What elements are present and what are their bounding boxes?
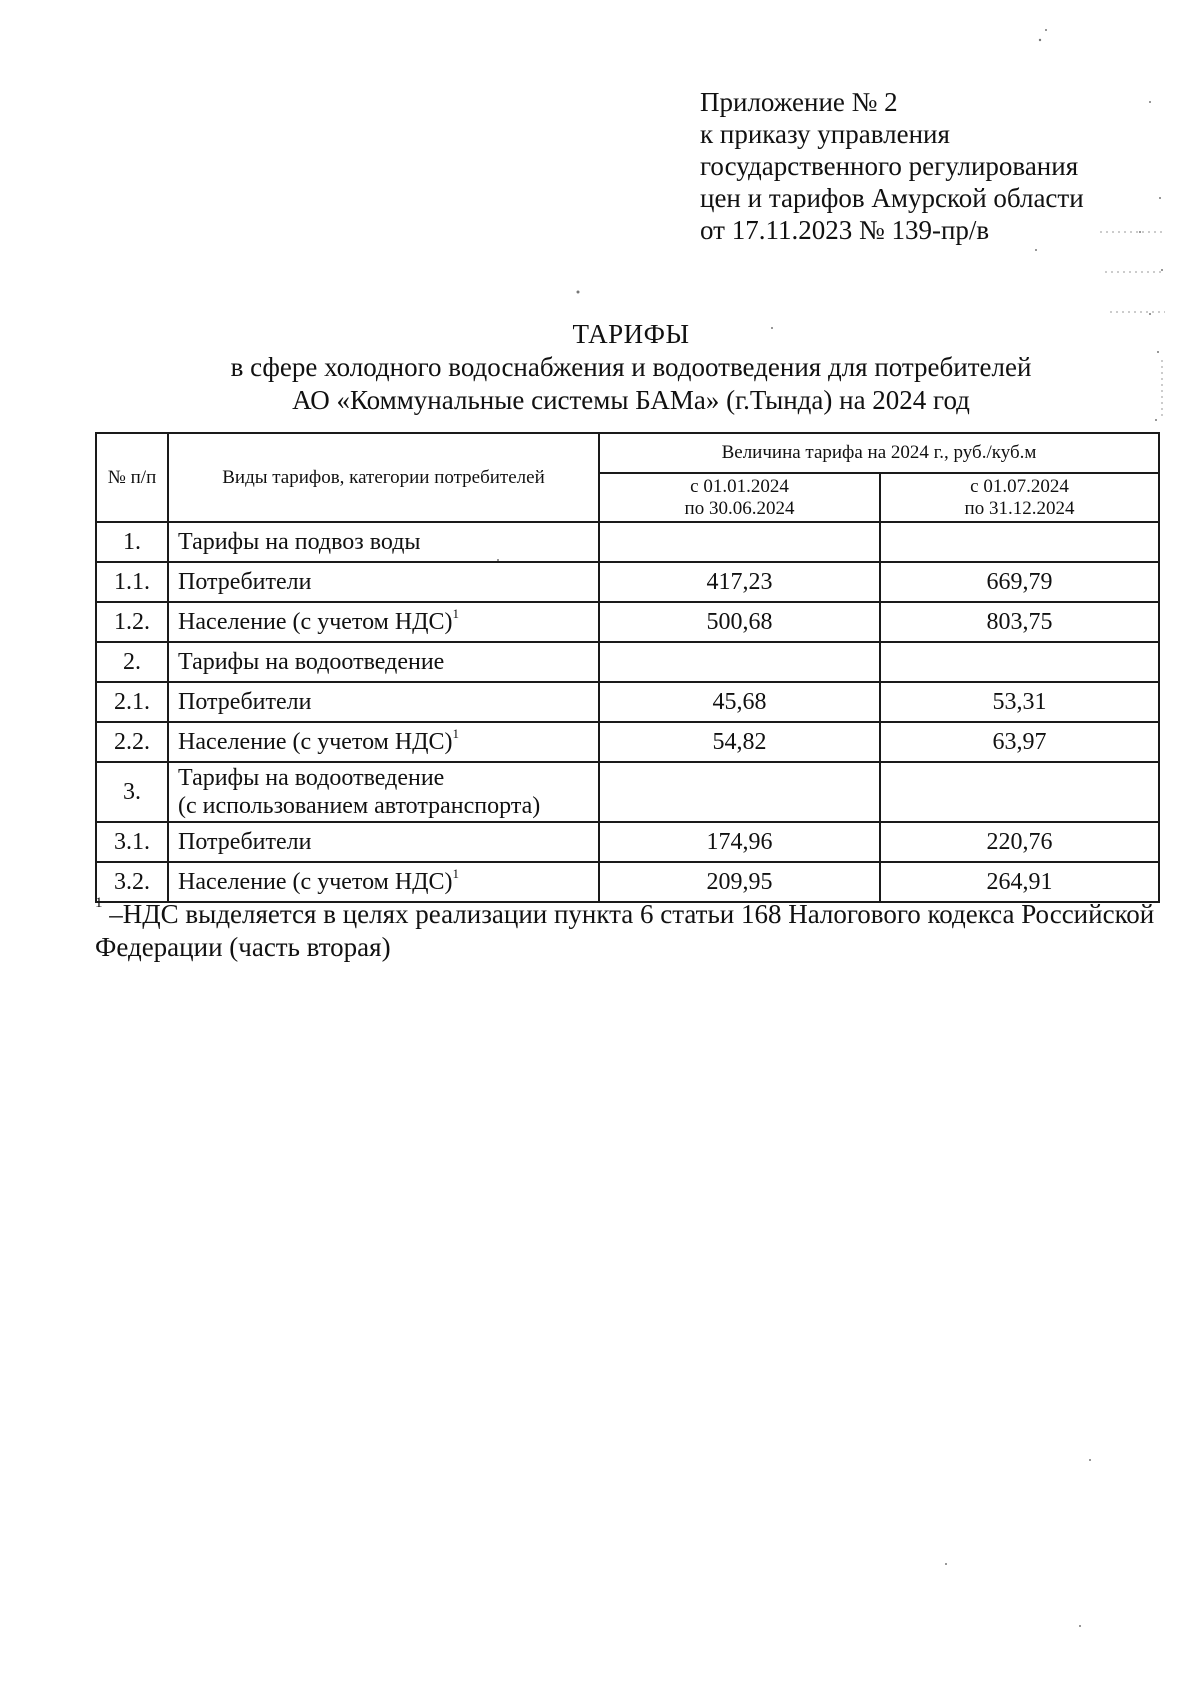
row-value-period-2 <box>880 762 1159 822</box>
row-num: 2.2. <box>96 722 168 762</box>
appendix-line: цен и тарифов Амурской области <box>700 183 1084 213</box>
row-value-period-1: 500,68 <box>599 602 880 642</box>
footnote-text: –НДС выделяется в целях реализации пункта 6 статьи 168 Налогового кодекса Российской Федерации (часть вторая) <box>95 899 1155 962</box>
row-value-period-1: 45,68 <box>599 682 880 722</box>
footnote-marker: 1 <box>95 895 103 911</box>
document-title: ТАРИФЫ <box>572 319 690 349</box>
row-value-period-1: 54,82 <box>599 722 880 762</box>
appendix-line: от 17.11.2023 № 139-пр/в <box>700 215 990 245</box>
row-value-period-1 <box>599 762 880 822</box>
header-period-1 <box>599 473 880 522</box>
row-num: 1.2. <box>96 602 168 642</box>
header-num-cell <box>96 433 168 522</box>
row-name-line: Тарифы на водоотведение <box>178 765 445 791</box>
row-value-period-2: 264,91 <box>880 862 1159 902</box>
row-value-period-2: 220,76 <box>880 822 1159 862</box>
row-name: Потребители <box>168 822 599 862</box>
header-name: Виды тарифов, категории потребителей <box>222 466 545 488</box>
table-header-row <box>96 433 1159 473</box>
document-subtitle-line: в сфере холодного водоснабжения и водоотведения для потребителей <box>230 352 1032 382</box>
appendix-line: государственного регулирования <box>700 151 1079 181</box>
row-value-period-2: 53,31 <box>880 682 1159 722</box>
footnote-ref: 1 <box>452 726 460 741</box>
row-value-period-2: 803,75 <box>880 602 1159 642</box>
footnote-ref: 1 <box>452 606 460 621</box>
row-value-period-1 <box>599 522 880 562</box>
row-value-period-2: 669,79 <box>880 562 1159 602</box>
row-num: 3. <box>96 762 168 822</box>
row-num: 2.1. <box>96 682 168 722</box>
document-title-block <box>0 318 1200 417</box>
header-period-2-to: по 31.12.2024 <box>964 497 1075 519</box>
header-period-2 <box>880 473 1159 522</box>
row-num: 3.1. <box>96 822 168 862</box>
row-name-line: (с использованием автотранспорта) <box>178 793 541 819</box>
document-subtitle-line: АО «Коммунальные системы БАМа» (г.Тында) на 2024 год <box>292 385 970 415</box>
table-row <box>96 822 1159 862</box>
row-value-period-1: 174,96 <box>599 822 880 862</box>
row-name: Потребители <box>168 682 599 722</box>
table-row <box>96 722 1159 762</box>
row-name-cell <box>168 762 599 822</box>
row-name: Население (с учетом НДС) <box>178 609 453 635</box>
row-num: 1.1. <box>96 562 168 602</box>
appendix-line: к приказу управления <box>700 119 950 149</box>
table-row <box>96 522 1159 562</box>
row-name-cell <box>168 602 599 642</box>
table-row <box>96 602 1159 642</box>
footnote <box>95 895 1175 964</box>
header-value-group: Величина тарифа на 2024 г., руб./куб.м <box>599 433 1159 473</box>
header-period-2-from: с 01.07.2024 <box>970 475 1069 497</box>
row-name-cell <box>168 722 599 762</box>
table-row <box>96 762 1159 822</box>
row-value-period-1: 417,23 <box>599 562 880 602</box>
header-period-1-from: с 01.01.2024 <box>690 475 789 497</box>
table-row <box>96 562 1159 602</box>
row-name: Тарифы на водоотведение <box>168 642 599 682</box>
row-name: Население (с учетом НДС) <box>178 869 453 895</box>
header-num: № п/п <box>107 466 157 488</box>
tariff-table <box>95 432 1160 903</box>
footnote-ref: 1 <box>452 866 460 881</box>
row-num: 3.2. <box>96 862 168 902</box>
row-value-period-2: 63,97 <box>880 722 1159 762</box>
row-name: Население (с учетом НДС) <box>178 729 453 755</box>
row-name: Потребители <box>168 562 599 602</box>
table-row <box>96 862 1159 902</box>
table-row <box>96 642 1159 682</box>
table-row <box>96 682 1159 722</box>
appendix-block <box>700 86 1084 246</box>
row-name-cell <box>168 862 599 902</box>
header-name-cell <box>168 433 599 522</box>
row-value-period-2 <box>880 522 1159 562</box>
row-num: 2. <box>96 642 168 682</box>
row-value-period-2 <box>880 642 1159 682</box>
row-num: 1. <box>96 522 168 562</box>
header-period-1-to: по 30.06.2024 <box>684 497 795 519</box>
row-value-period-1 <box>599 642 880 682</box>
row-name: Тарифы на подвоз воды <box>168 522 599 562</box>
appendix-line: Приложение № 2 <box>700 87 898 117</box>
row-value-period-1: 209,95 <box>599 862 880 902</box>
